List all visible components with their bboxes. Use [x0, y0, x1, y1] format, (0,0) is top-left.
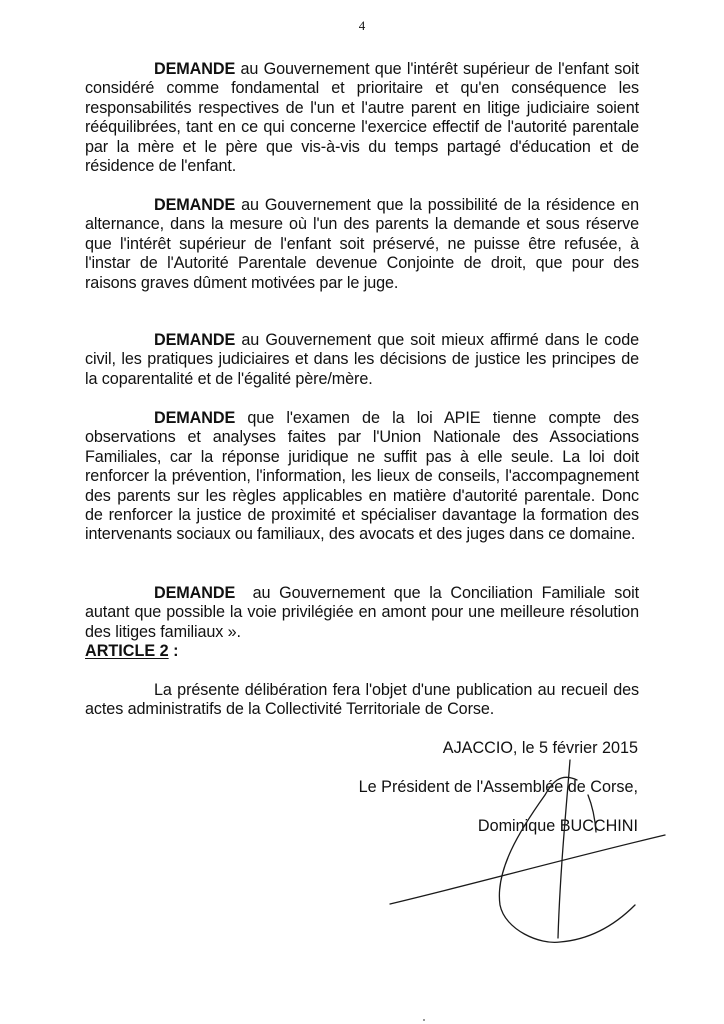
scan-speck: [423, 1019, 425, 1021]
paragraph-demande-3: [85, 331, 639, 389]
signatory-title: Le Président de l'Assemblée de Corse,: [358, 778, 638, 796]
signature-cross-stroke: [390, 835, 665, 904]
paragraph-lead: DEMANDE: [154, 409, 236, 427]
paragraph-demande-2: [85, 196, 639, 293]
article-heading-colon: :: [168, 642, 179, 660]
signature-loop-stroke: [499, 777, 635, 942]
page-number: 4: [358, 18, 366, 33]
article-heading-label: ARTICLE 2: [85, 642, 169, 660]
article-paragraph: [85, 681, 639, 720]
paragraph-text: au Gouvernement que la possibilité de la résidence en alternance, dans la mesure où l'un des parents la demande et sous réserve que l'intérêt supérieur de l'enfant soit préservé, ne puisse être refusée, à l'instar de l'Autorité Parentale devenue Conjointe de droit, que pour des raisons graves dûment motivées par le juge.: [85, 196, 639, 292]
paragraph-text: au Gouvernement que l'intérêt supérieur de l'enfant soit considéré comme fondamental et prioritaire et qu'en conséquence les responsabilités respectives de l'un et l'autre parent en litige judiciaire soient rééquilibrées, tant en ce qui concerne l'exercice effectif de l'autorité parentale par la mère et le père que vis-à-vis du temps partagé d'éducation et de résidence de l'enfant.: [85, 60, 639, 176]
paragraph-text: que l'examen de la loi APIE tienne compte des observations et analyses faites par l'Union Nationale des Associations Familiales, car la réponse juridique ne suffit pas à elle seule. La loi doit renforcer la prévention, l'information, les lieux de conseils, l'accompagnement des parents sur les règles applicables en matière d'autorité parentale. Donc de renforcer la justice de proximité et spécialiser davantage la formation des intervenants sociaux ou familiaux, des avocats et des juges dans ce domaine.: [85, 409, 639, 544]
article-text: La présente délibération fera l'objet d'une publication au recueil des actes administratifs de la Collectivité Territoriale de Corse.: [85, 681, 639, 719]
article-heading: [85, 642, 179, 661]
paragraph-demande-5: [85, 584, 644, 642]
paragraph-text: au Gouvernement que la Conciliation Familiale soit autant que possible la voie privilégiée en amont pour une meilleure résolution des litiges familiaux ».: [85, 584, 644, 641]
paragraph-lead: DEMANDE: [154, 196, 236, 214]
place-date: AJACCIO, le 5 février 2015: [442, 739, 638, 757]
paragraph-demande-1: [85, 60, 639, 176]
paragraph-lead: DEMANDE: [154, 60, 236, 78]
paragraph-demande-4: [85, 409, 639, 545]
paragraph-text: au Gouvernement que soit mieux affirmé dans le code civil, les pratiques judiciaires et dans les décisions de justice les principes de la coparentalité et de l'égalité père/mère.: [85, 331, 639, 388]
signatory-name: Dominique BUCCHINI: [477, 817, 638, 835]
paragraph-lead: DEMANDE: [154, 331, 236, 349]
paragraph-lead: DEMANDE: [154, 584, 236, 602]
